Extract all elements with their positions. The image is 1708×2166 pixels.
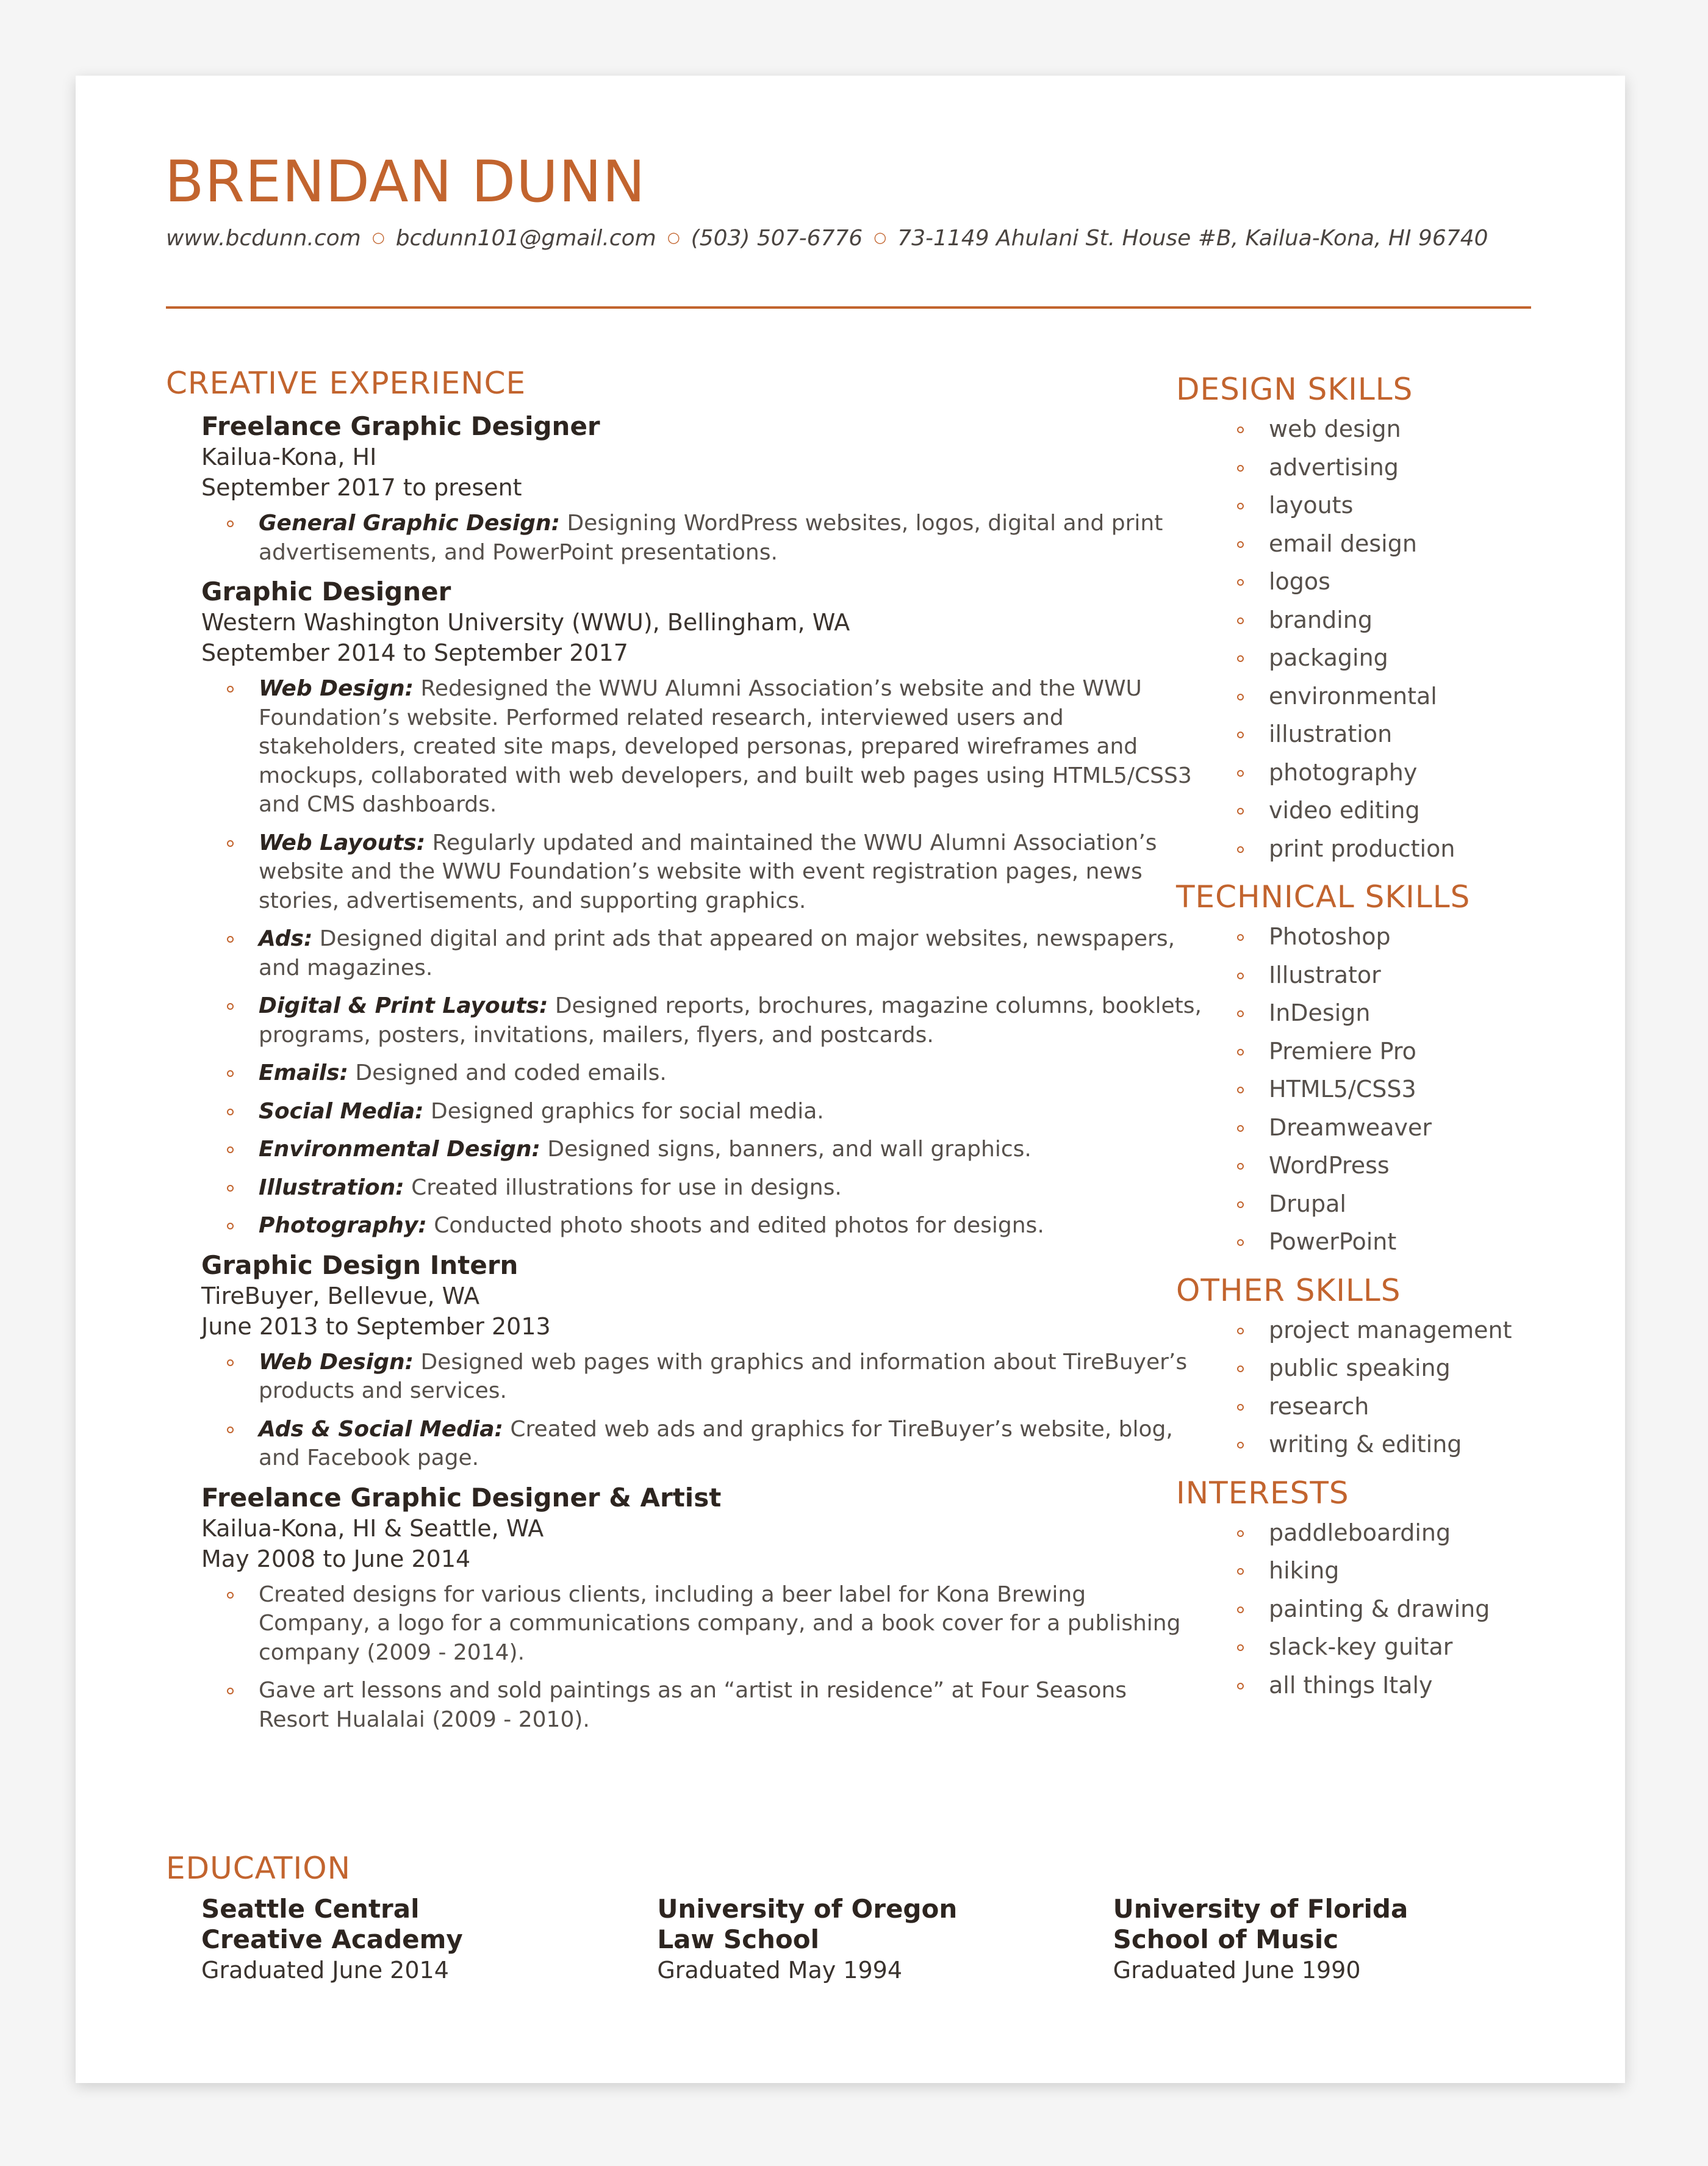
bullet-text: Designing WordPress websites, logos, digital and print advertisements, and PowerPoint presentations.: [259, 511, 1163, 565]
bullet-label: Social Media:: [259, 1098, 424, 1124]
sidebar-item: logos: [1269, 563, 1566, 601]
separator-dot-icon: ○: [667, 229, 680, 246]
sidebar-item: WordPress: [1269, 1146, 1566, 1185]
sidebar-heading: TECHNICAL SKILLS: [1176, 879, 1471, 915]
experience-section: [166, 365, 1203, 1743]
education-entry: [657, 1894, 1113, 1985]
bullet-text: Designed signs, banners, and wall graphics.: [540, 1137, 1032, 1162]
sidebar-item: Illustrator: [1269, 956, 1566, 995]
job-bullet: [259, 1580, 1203, 1668]
sidebar-item: packaging: [1269, 639, 1566, 677]
job-location: Western Washington University (WWU), Bellingham, WA: [201, 609, 850, 636]
sidebar-item: Dreamweaver: [1269, 1109, 1566, 1147]
bullet-label: Ads & Social Media:: [259, 1416, 503, 1442]
sidebar-item: slack-key guitar: [1269, 1628, 1566, 1666]
school-name-line1: University of Florida: [1113, 1894, 1408, 1924]
job-title: Graphic Designer: [201, 577, 451, 606]
sidebar-item: environmental: [1269, 677, 1566, 716]
job-bullet: [259, 1059, 1203, 1088]
school-name-line1: Seattle Central: [201, 1894, 420, 1924]
street-address: 73-1149 Ahulani St. House #B, Kailua-Kona, HI 96740: [897, 226, 1488, 251]
sidebar-item: Photoshop: [1269, 918, 1566, 956]
separator-dot-icon: ○: [874, 229, 887, 246]
school-name-line2: Creative Academy: [201, 1924, 463, 1954]
school-name-line1: University of Oregon: [657, 1894, 958, 1924]
bullet-text: Designed and coded emails.: [348, 1060, 667, 1085]
bullet-text: Redesigned the WWU Alumni Association’s website and the WWU Foundation’s website. Performed related research, interviewed users and stakeholders, created site maps, developed personas, prepared wireframes and mockups, collaborated with web developers, and built web pages using HTML5/CSS3 and CMS dashboards.: [259, 676, 1192, 817]
school-name-line2: School of Music: [1113, 1924, 1339, 1954]
sidebar-item: web design: [1269, 410, 1566, 448]
graduation-date: Graduated June 1990: [1113, 1957, 1361, 1984]
sidebar-item: painting & drawing: [1269, 1590, 1566, 1628]
bullet-text: Designed reports, brochures, magazine columns, booklets, programs, posters, invitations, mailers, flyers, and postcards.: [259, 993, 1202, 1048]
job-list: [166, 411, 1203, 1734]
job-bullet: [259, 1348, 1203, 1406]
sidebar-item: paddleboarding: [1269, 1514, 1566, 1552]
bullet-label: Web Layouts:: [259, 830, 426, 855]
job-dates: May 2008 to June 2014: [201, 1545, 471, 1572]
skills-sidebar: [1176, 365, 1566, 1715]
sidebar-heading: DESIGN SKILLS: [1176, 372, 1413, 407]
bullet-label: Web Design:: [259, 1349, 414, 1375]
email-link[interactable]: bcdunn101@gmail.com: [395, 226, 656, 251]
website-link[interactable]: www.bcdunn.com: [166, 226, 361, 251]
bullet-text: Created web ads and graphics for TireBuyer’s website, blog, and Facebook page.: [259, 1416, 1173, 1470]
candidate-name: BRENDAN DUNN: [165, 149, 646, 215]
job-title: Graphic Design Intern: [201, 1250, 518, 1280]
bullet-label: Digital & Print Layouts:: [259, 993, 548, 1018]
job-dates: September 2014 to September 2017: [201, 639, 628, 666]
job-dates: September 2017 to present: [201, 474, 522, 501]
bullet-text: Designed web pages with graphics and information about TireBuyer’s products and services.: [259, 1349, 1188, 1403]
job-entry: [201, 411, 1203, 567]
education-heading: EDUCATION: [166, 1851, 351, 1886]
sidebar-group: [1176, 879, 1566, 1261]
sidebar-item: photography: [1269, 754, 1566, 792]
sidebar-group: [1176, 1475, 1566, 1705]
bullet-label: General Graphic Design:: [259, 511, 560, 536]
bullet-label: Photography:: [259, 1213, 427, 1238]
sidebar-item: PowerPoint: [1269, 1223, 1566, 1261]
job-bullet: [259, 1415, 1203, 1473]
job-bullet: [259, 1676, 1203, 1734]
job-bullet: [259, 1211, 1203, 1240]
bullet-text: Regularly updated and maintained the WWU Alumni Association’s website and the WWU Foundation’s website with event registration pages, news stories, advertisements, and supporting graphics.: [259, 830, 1157, 913]
experience-heading: CREATIVE EXPERIENCE: [166, 365, 526, 401]
bullet-text: Gave art lessons and sold paintings as an “artist in residence” at Four Seasons Resort Hualalai (2009 - 2010).: [259, 1678, 1127, 1732]
education-entry: [1113, 1894, 1569, 1985]
job-bullet: [259, 1097, 1203, 1126]
sidebar-item: illustration: [1269, 715, 1566, 754]
education-columns: [166, 1894, 1569, 1985]
sidebar-list: [1176, 1514, 1566, 1705]
sidebar-item: project management: [1269, 1311, 1566, 1350]
bullet-text: Conducted photo shoots and edited photos for designs.: [426, 1213, 1044, 1238]
sidebar-item: writing & editing: [1269, 1425, 1566, 1464]
job-location: TireBuyer, Bellevue, WA: [201, 1282, 480, 1309]
bullet-text: Designed graphics for social media.: [423, 1098, 824, 1124]
sidebar-group: [1176, 1272, 1566, 1464]
sidebar-item: HTML5/CSS3: [1269, 1070, 1566, 1109]
phone-number: (503) 507-6776: [691, 226, 863, 251]
job-title: Freelance Graphic Designer & Artist: [201, 1482, 722, 1513]
contact-line: [166, 226, 1488, 251]
sidebar-list: [1176, 410, 1566, 868]
sidebar-item: Premiere Pro: [1269, 1032, 1566, 1071]
bullet-text: Designed digital and print ads that appeared on major websites, newspapers, and magazines.: [259, 926, 1175, 980]
graduation-date: Graduated May 1994: [657, 1957, 902, 1984]
school-name-line2: Law School: [657, 1924, 820, 1954]
job-bullets: [201, 509, 1203, 567]
job-bullet: [259, 924, 1203, 982]
bullet-label: Illustration:: [259, 1175, 404, 1200]
bullet-text: Created designs for various clients, including a beer label for Kona Brewing Company, a logo for a communications company, and a book cover for a publishing company (2009 - 2014).: [259, 1581, 1181, 1665]
sidebar-list: [1176, 918, 1566, 1261]
job-bullets: [201, 674, 1203, 1240]
bullet-text: Created illustrations for use in designs.: [404, 1175, 842, 1200]
sidebar-item: video editing: [1269, 791, 1566, 830]
sidebar-item: research: [1269, 1387, 1566, 1426]
sidebar-item: hiking: [1269, 1552, 1566, 1590]
bullet-label: Environmental Design:: [259, 1137, 540, 1162]
sidebar-item: public speaking: [1269, 1349, 1566, 1387]
job-bullet: [259, 829, 1203, 916]
job-bullet: [259, 1135, 1203, 1164]
job-location: Kailua-Kona, HI: [201, 444, 377, 470]
job-bullet: [259, 991, 1203, 1049]
job-bullet: [259, 509, 1203, 567]
sidebar-list: [1176, 1311, 1566, 1464]
education-section: [166, 1850, 1569, 1985]
sidebar-item: branding: [1269, 601, 1566, 639]
bullet-label: Web Design:: [259, 676, 414, 701]
job-bullets: [201, 1348, 1203, 1473]
job-bullet: [259, 674, 1203, 819]
sidebar-item: email design: [1269, 525, 1566, 563]
sidebar-heading: INTERESTS: [1176, 1475, 1349, 1511]
sidebar-item: all things Italy: [1269, 1666, 1566, 1705]
header-divider: [166, 306, 1531, 309]
sidebar-group: [1176, 371, 1566, 868]
job-dates: June 2013 to September 2013: [201, 1312, 551, 1340]
sidebar-item: print production: [1269, 830, 1566, 868]
education-entry: [201, 1894, 657, 1985]
job-entry: [201, 577, 1203, 1240]
separator-dot-icon: ○: [371, 229, 385, 246]
job-bullet: [259, 1173, 1203, 1203]
sidebar-item: advertising: [1269, 448, 1566, 487]
sidebar-item: InDesign: [1269, 994, 1566, 1032]
job-entry: [201, 1483, 1203, 1735]
job-bullets: [201, 1580, 1203, 1735]
graduation-date: Graduated June 2014: [201, 1957, 449, 1984]
bullet-label: Emails:: [259, 1060, 348, 1085]
job-location: Kailua-Kona, HI & Seattle, WA: [201, 1514, 544, 1542]
sidebar-heading: OTHER SKILLS: [1176, 1272, 1401, 1308]
job-entry: [201, 1250, 1203, 1473]
sidebar-item: Drupal: [1269, 1185, 1566, 1223]
sidebar-item: layouts: [1269, 486, 1566, 525]
bullet-label: Ads:: [259, 926, 313, 951]
job-title: Freelance Graphic Designer: [201, 411, 600, 441]
resume-page: [76, 76, 1625, 2083]
